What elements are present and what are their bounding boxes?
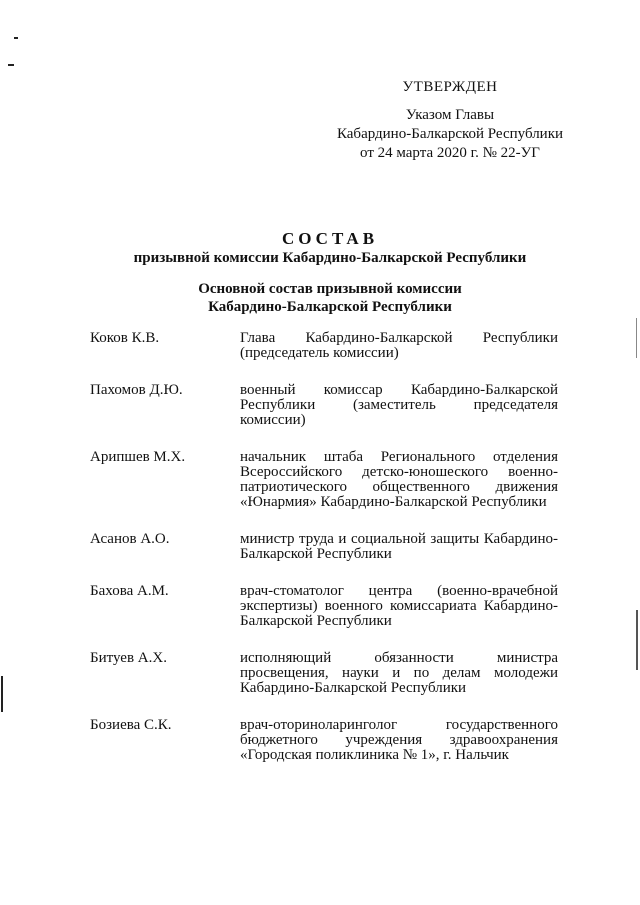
member-role: врач-оториноларинголог государственного бюджетного учреждения здравоохранения «Городская поликлиника № 1», г. Нальчик — [240, 717, 558, 763]
member-role: военный комиссар Кабардино-Балкарской Республики (заместитель председателя комиссии) — [240, 382, 558, 428]
approval-line: Кабардино-Балкарской Республики — [336, 126, 564, 142]
scan-artifact-tick — [8, 64, 14, 66]
members-list — [90, 331, 560, 785]
member-role: министр труда и социальной защиты Кабардино-Балкарской Республики — [240, 531, 558, 562]
member-role: врач-стоматолог центра (военно-врачебной экспертизы) военного комиссариата Кабардино-Балкарской Республики — [240, 583, 558, 629]
member-row — [90, 383, 560, 428]
approval-line: Указом Главы — [405, 107, 495, 123]
approval-stamp — [330, 78, 570, 163]
member-role: исполняющий обязанности министра просвещения, науки и по делам молодежи Кабардино-Балкарской Республики — [240, 650, 558, 696]
approval-line: от 24 марта 2020 г. № 22-УГ — [360, 145, 540, 161]
member-name: Пахомов Д.Ю. — [90, 382, 183, 398]
member-row — [90, 532, 560, 562]
member-name: Коков К.В. — [90, 330, 160, 346]
scan-artifact-dot — [14, 37, 18, 39]
member-row — [90, 331, 560, 361]
section-heading — [60, 280, 600, 316]
scan-artifact-right-line — [636, 610, 638, 670]
section-heading-line: Основной состав призывной комиссии — [198, 281, 462, 297]
section-heading-line: Кабардино-Балкарской Республики — [208, 299, 452, 315]
member-row — [90, 651, 560, 696]
member-role: начальник штаба Регионального отделения Всероссийского детско-юношеского военно-патриотического общественного движения «Юнармия» Кабардино-Балкарской Республики — [240, 449, 558, 510]
scan-artifact-edge-line — [1, 676, 3, 712]
member-row — [90, 718, 560, 763]
member-role: Глава Кабардино-Балкарской Республики (председатель комиссии) — [240, 330, 558, 361]
title-subtitle: призывной комиссии Кабардино-Балкарской Республики — [133, 250, 527, 266]
approval-word: УТВЕРЖДЕН — [402, 79, 498, 95]
document-title — [60, 228, 600, 268]
member-row — [90, 584, 560, 629]
scan-artifact-right-line — [636, 318, 637, 358]
title-main: СОСТАВ — [281, 229, 379, 248]
member-name: Битуев А.Х. — [90, 650, 167, 666]
member-name: Асанов А.О. — [90, 531, 170, 547]
member-row — [90, 450, 560, 510]
member-name: Бахова А.М. — [90, 583, 169, 599]
member-name: Арипшев М.Х. — [90, 449, 186, 465]
member-name: Бозиева С.К. — [90, 717, 172, 733]
